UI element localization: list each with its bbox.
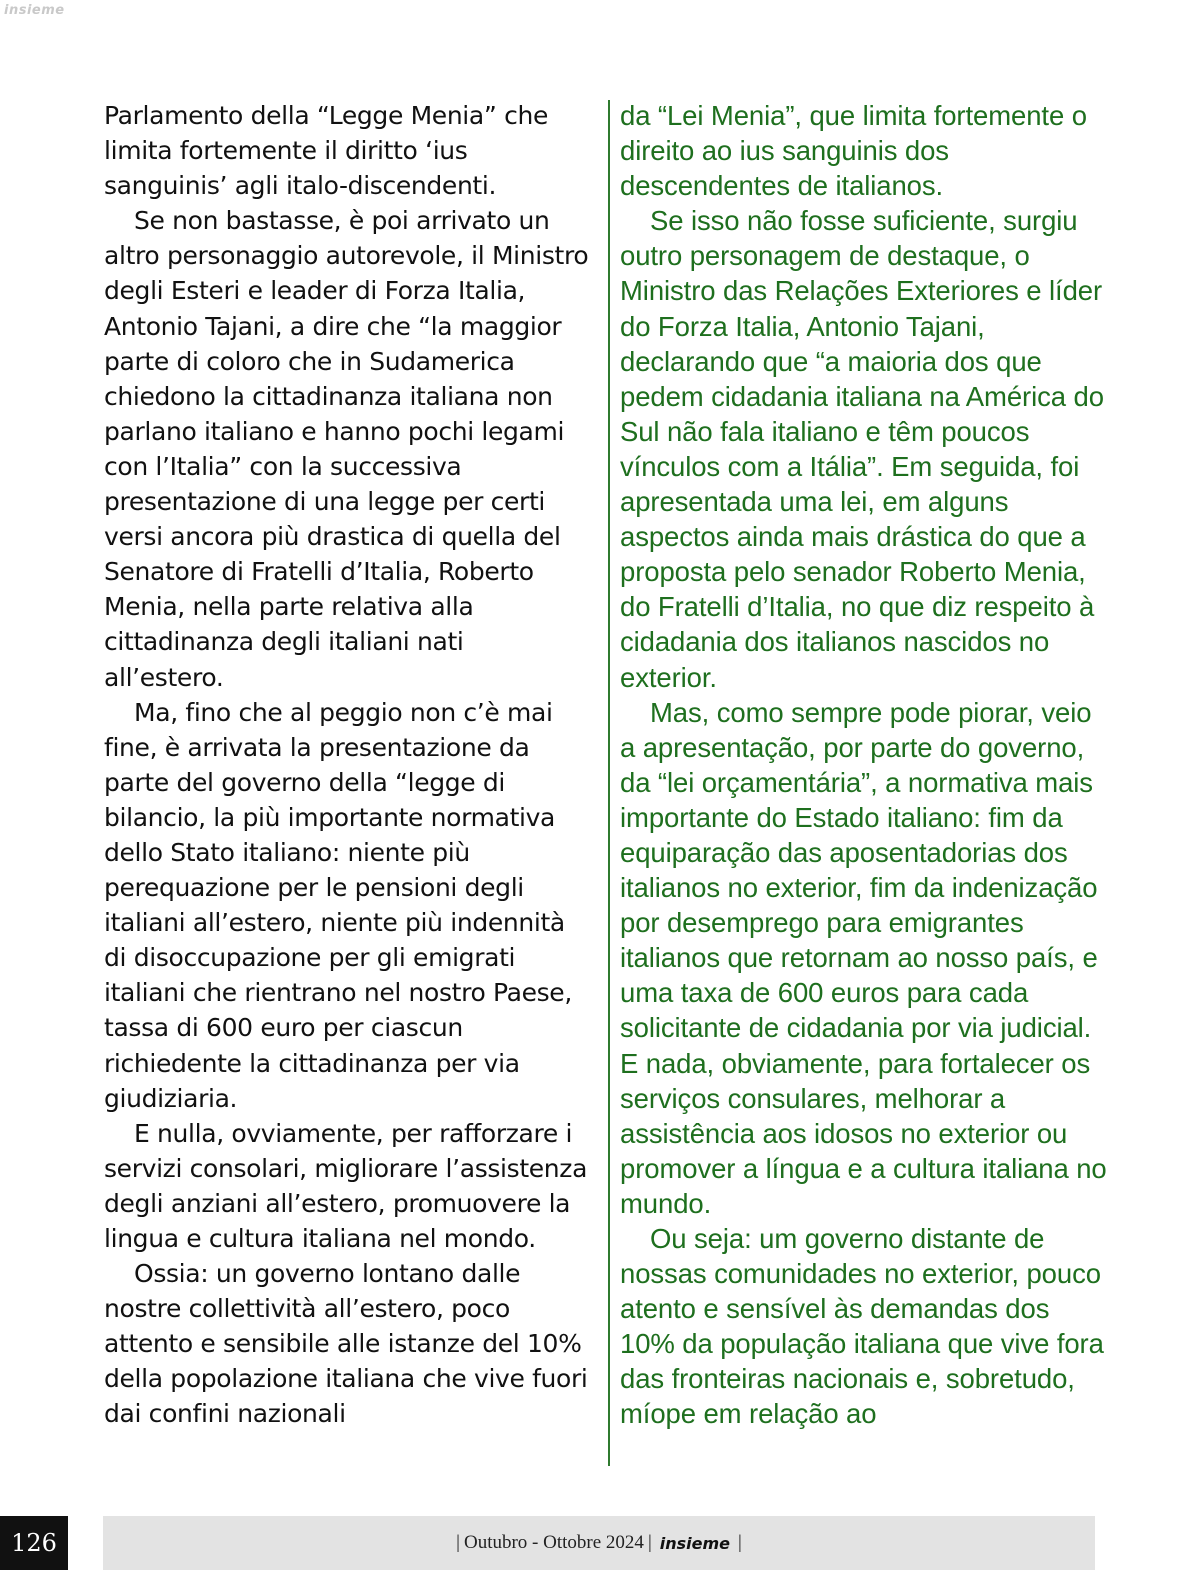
footer-separator-left: | bbox=[456, 1532, 460, 1553]
portuguese-paragraph-4: Ou seja: um governo distante de nossas comunidades no exterior, pouco atento e sensível às demandas dos 10% da população italiana que vive fora das fronteiras nacionais e, sobretudo, míope em relação ao bbox=[620, 1223, 1104, 1430]
page-number: 126 bbox=[0, 1516, 68, 1570]
footer-brand-logo: insieme bbox=[659, 1533, 731, 1553]
column-divider bbox=[608, 100, 610, 1466]
corner-logo: insieme bbox=[4, 3, 65, 18]
footer-separator-mid: | bbox=[647, 1532, 652, 1553]
italian-column bbox=[104, 98, 590, 1432]
portuguese-paragraph-2: Se isso não fosse suficiente, surgiu outro personagem de destaque, o Ministro das Relações Exteriores e líder do Forza Italia, Antonio Tajani, declarando que “a maioria dos que pedem cidadania italiana na América do Sul não fala italiano e têm poucos vínculos com a Itália”. Em seguida, foi apresentada uma lei, em alguns aspectos ainda mais drástica do que a proposta pelo senador Roberto Menia, do Fratelli d’Italia, no que diz respeito à cidadania dos italianos nascidos no exterior. bbox=[620, 205, 1104, 693]
portuguese-column bbox=[620, 98, 1110, 1432]
italian-paragraph-4: E nulla, ovviamente, per rafforzare i servizi consolari, migliorare l’assistenza degli anziani all’estero, promuovere la lingua e cultura italiana nel mondo. bbox=[104, 1118, 588, 1253]
portuguese-paragraph-3: Mas, como sempre pode piorar, veio a apresentação, por parte do governo, da “lei orçamentária”, a normativa mais importante do Estado italiano: fim da equiparação das aposentadorias dos italianos no exterior, fim da indenização por desemprego para emigrantes italianos que retornam ao nosso país, e uma taxa de 600 euros para cada solicitante de cidadania por via judicial. E nada, obviamente, para fortalecer os serviços consulares, melhorar a assistência aos idosos no exterior ou promover a língua e a cultura italiana no mundo. bbox=[620, 696, 1107, 1219]
footer-bar bbox=[103, 1516, 1095, 1570]
footer-separator-right: | bbox=[738, 1532, 742, 1553]
footer-issue-date: Outubro - Ottobre 2024 bbox=[463, 1532, 644, 1553]
italian-paragraph-3: Ma, fino che al peggio non c’è mai fine, è arrivata la presentazione da parte del governo della “legge di bilancio, la più importante normativa dello Stato italiano: niente più perequazione per le pensioni degli italiani all’estero, niente più indennità di disoccupazione per gli emigrati italiani che rientrano nel nostro Paese, tassa di 600 euro per ciascun richiedente la cittadinanza per via giudiziaria. bbox=[104, 697, 572, 1113]
italian-paragraph-1: Parlamento della “Legge Menia” che limita fortemente il diritto ‘ius sanguinis’ agli italo-discendenti. bbox=[104, 101, 548, 201]
italian-paragraph-2: Se non bastasse, è poi arrivato un altro personaggio autorevole, il Ministro degli Esteri e leader di Forza Italia, Antonio Tajani, a dire che “la maggior parte di coloro che in Sudamerica chiedono la cittadinanza italiana non parlano italiano e hanno pochi legami con l’Italia” con la successiva presentazione di una legge per certi versi ancora più drastica di quella del Senatore di Fratelli d’Italia, Roberto Menia, nella parte relativa alla cittadinanza degli italiani nati all’estero. bbox=[104, 206, 589, 692]
italian-paragraph-5: Ossia: un governo lontano dalle nostre collettività all’estero, poco attento e sensibile alle istanze del 10% della popolazione italiana che vive fuori dai confini nazionali bbox=[104, 1259, 588, 1429]
portuguese-paragraph-1: da “Lei Menia”, que limita fortemente o direito ao ius sanguinis dos descendentes de italianos. bbox=[620, 100, 1087, 202]
